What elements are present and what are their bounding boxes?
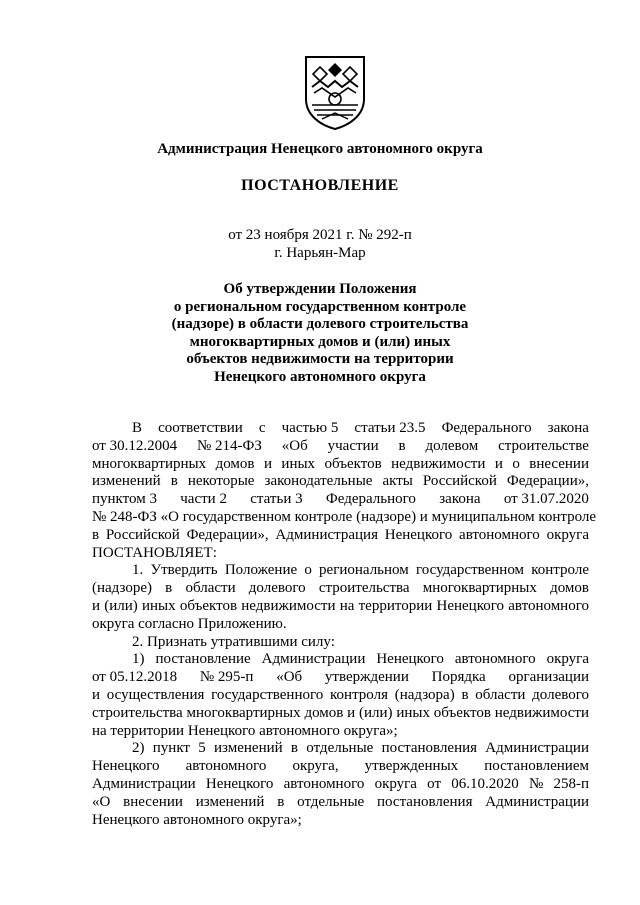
body-line: [92, 669, 589, 687]
body-text-segment: округа согласно Приложению.: [92, 615, 287, 632]
body-line: [92, 794, 589, 812]
body-line: [92, 545, 589, 563]
body-text-segment: многоквартирных домов и иных объектов недвижимости и о внесении: [92, 455, 589, 472]
body-text-segment: от 05.12.2018: [92, 669, 178, 686]
body-text-segment: соответствии: [158, 420, 243, 436]
body-line: [92, 740, 589, 758]
body-text-segment: Федерального: [441, 420, 532, 436]
document-body: [92, 420, 597, 829]
body-text-segment: 2) пункт 5 изменений в отдельные постановления Администрации: [132, 740, 589, 757]
body-text-segment: утвержденных: [364, 758, 459, 775]
body-line: [92, 491, 589, 509]
body-line: [92, 420, 589, 438]
body-text-segment: «Об: [281, 437, 308, 454]
body-line: [92, 758, 589, 776]
body-text-segment: (надзоре) в области долевого строительства многоквартирных домов: [92, 580, 589, 597]
body-text-segment: частью 5: [281, 420, 339, 436]
title-line: многоквартирных домов и (или) иных: [189, 333, 451, 350]
body-text-segment: долевом: [425, 437, 479, 454]
body-text-segment: № 248-ФЗ «О государственном контроле (надзоре) и муниципальном контроле: [92, 508, 597, 525]
body-text-segment: с: [258, 420, 266, 436]
body-line: [92, 473, 589, 491]
body-text-segment: Ненецкого: [92, 758, 160, 775]
body-line: [92, 456, 589, 474]
nenets-coat-of-arms-icon: [300, 53, 370, 131]
body-text-segment: Ненецкого автономного округа»;: [92, 811, 302, 828]
body-text-segment: закона: [547, 420, 589, 436]
body-line: [92, 812, 589, 830]
body-text-segment: изменений в некоторые законодательные акты Российской Федерации»,: [92, 473, 589, 490]
body-line: [92, 651, 589, 669]
body-text-segment: утверждении: [324, 669, 409, 686]
body-line: [92, 562, 589, 580]
body-text-segment: В: [132, 420, 143, 436]
title-line: о региональном государственном контроле: [173, 298, 467, 315]
document-title: [0, 281, 640, 386]
body-text-segment: Администрации Ненецкого автономного округа от 06.10.2020 № 258-п: [92, 775, 589, 792]
body-text-segment: от 31.07.2020: [503, 491, 589, 508]
body-text-segment: и (или) иных объектов недвижимости на территории Ненецкого автономного: [92, 597, 589, 614]
body-line: [92, 776, 589, 794]
title-line: Ненецкого автономного округа: [214, 368, 426, 385]
body-text-segment: части 2: [180, 491, 227, 508]
organization-name: Администрация Ненецкого автономного округа: [157, 141, 483, 157]
body-line: [92, 527, 589, 545]
body-text-segment: строительства многоквартирных домов и (или) иных объектов недвижимости: [92, 704, 589, 721]
body-text-segment: округа,: [292, 758, 339, 775]
city: г. Нарьян-Мар: [274, 245, 366, 261]
body-text-segment: в Российской Федерации», Администрация Ненецкого автономного округа: [92, 526, 589, 543]
body-text-segment: постановлением: [484, 758, 589, 775]
body-text-segment: строительстве: [498, 437, 589, 454]
body-line: [92, 616, 589, 634]
title-line: (надзоре) в области долевого строительства: [171, 316, 469, 332]
title-line: объектов недвижимости на территории: [186, 351, 454, 367]
body-text-segment: на территории Ненецкого автономного округа»;: [92, 722, 398, 739]
body-text-segment: 2. Признать утратившими силу:: [132, 633, 335, 650]
body-text-segment: статьи 3: [250, 491, 303, 508]
body-text-segment: организации: [508, 669, 589, 686]
body-text-segment: ПОСТАНОВЛЯЕТ:: [92, 544, 217, 561]
body-line: [92, 687, 589, 705]
body-text-segment: «О внесении изменений в отдельные постановления Администрации: [92, 793, 589, 810]
body-text-segment: и осуществления государственного контроля (надзора) в области долевого: [92, 686, 589, 703]
body-line: [92, 705, 589, 723]
body-text-segment: «Об: [276, 669, 303, 686]
body-text-segment: статьи 23.5: [354, 420, 426, 436]
body-text-segment: пунктом 3: [92, 491, 157, 508]
body-text-segment: 1. Утвердить Положение о региональном государственном контроле: [132, 562, 589, 579]
title-line: Об утверждении Положения: [223, 281, 417, 297]
body-text-segment: 1) постановление Администрации Ненецкого автономного округа: [132, 651, 589, 668]
body-text-segment: автономного: [185, 758, 267, 775]
body-line: [92, 438, 589, 456]
body-text-segment: Федерального: [325, 491, 416, 508]
body-text-segment: закона: [439, 491, 481, 508]
body-line: [92, 634, 589, 652]
date-and-number: от 23 ноября 2021 г. № 292-п: [228, 227, 412, 243]
body-text-segment: участии: [327, 437, 379, 454]
body-line: [92, 598, 589, 616]
body-text-segment: от 30.12.2004: [92, 437, 178, 454]
body-line: [92, 508, 597, 527]
body-text-segment: № 295-п: [199, 669, 254, 686]
body-line: [92, 723, 589, 741]
body-text-segment: в: [398, 437, 406, 454]
document-type: ПОСТАНОВЛЕНИЕ: [241, 177, 399, 194]
body-line: [92, 580, 589, 598]
body-text-segment: № 214-ФЗ: [196, 437, 262, 454]
body-text-segment: Порядка: [431, 669, 486, 686]
